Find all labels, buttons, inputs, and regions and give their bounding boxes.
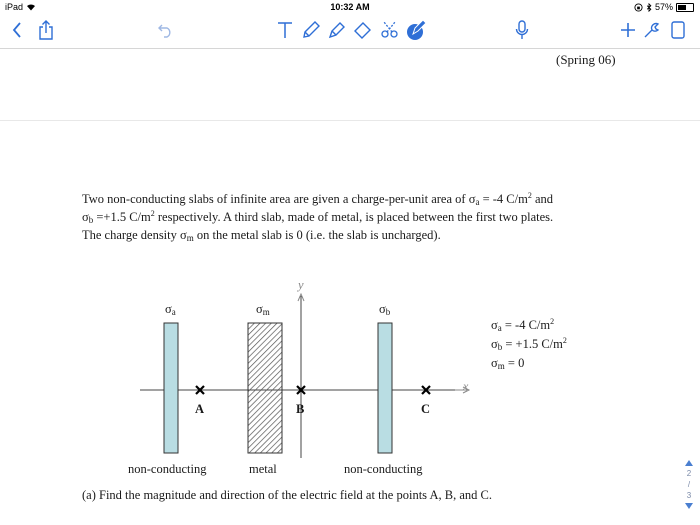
text-tool-icon[interactable] <box>274 18 296 42</box>
pen-icon[interactable] <box>300 18 322 42</box>
page-down-icon[interactable] <box>685 503 693 509</box>
slab-metal <box>248 323 282 453</box>
axis-x-label: x <box>463 379 469 393</box>
page-indicator <box>683 460 695 509</box>
point-b-marker <box>297 386 305 394</box>
page-total: 3 <box>686 491 692 500</box>
undo-icon[interactable] <box>155 18 177 42</box>
slab-a <box>164 323 178 453</box>
point-b-label: B <box>296 402 305 416</box>
page-current: 2 <box>686 469 692 478</box>
page-separator: / <box>687 480 691 489</box>
point-a-marker <box>196 386 204 394</box>
bluetooth-icon <box>646 3 652 12</box>
caption-metal: metal <box>249 462 277 476</box>
slab-m-label: $\sigma_m$ <box>256 302 270 317</box>
slab-a-label: $\sigma_a$ <box>165 302 176 317</box>
highlighter-icon[interactable] <box>326 18 348 42</box>
toolbar <box>0 14 700 49</box>
caption-non-conducting-left: non-conducting <box>128 462 207 476</box>
question-a: (a) Find the magnitude and direction of the electric field at the points A, B, and C. <box>82 488 492 502</box>
orientation-lock-icon <box>634 3 643 12</box>
problem-statement: Two non-conducting slabs of infinite area are given a charge-per-unit area of $\sigma_a = -4$ $C/m^2$ and $\sigma_b =+1.5$ $C/m^2$ respectively. A third slab, made of metal, is placed between the first two plates. The charge density $\sigma_m$ on the metal slab is 0 (i.e. the slab is uncharged). <box>82 191 554 243</box>
wrench-icon[interactable] <box>642 18 662 42</box>
y-axis-arrow <box>298 294 304 301</box>
page-up-icon[interactable] <box>685 460 693 466</box>
status-device: iPad <box>5 2 36 12</box>
caption-non-conducting-right: non-conducting <box>344 462 423 476</box>
slab-b <box>378 323 392 453</box>
page-divider <box>0 120 700 121</box>
point-c-label: C <box>421 402 431 416</box>
battery-icon <box>676 3 694 12</box>
equation-sigma-b: $\sigma_b = +1.5$ $C/m^2$ <box>491 336 567 352</box>
equation-sigma-m: $\sigma_m = 0$ <box>491 356 525 371</box>
point-a-label: A <box>195 402 205 416</box>
eraser-icon[interactable] <box>352 18 374 42</box>
equation-sigma-a: $\sigma_a = -4$ $C/m^2$ <box>491 317 555 333</box>
axis-y-label: y <box>298 278 304 292</box>
color-pen-icon[interactable] <box>402 18 428 42</box>
microphone-icon[interactable] <box>512 18 532 42</box>
status-time: 10:32 AM <box>330 2 370 12</box>
page-note: (Spring 06) <box>556 52 616 67</box>
battery-percent: 57% <box>654 2 673 12</box>
share-icon[interactable] <box>36 18 56 42</box>
slab-b-label: $\sigma_b$ <box>379 302 391 317</box>
back-chevron-icon[interactable] <box>8 18 26 42</box>
status-right <box>634 2 694 12</box>
status-bar <box>0 0 700 14</box>
page-icon[interactable] <box>668 18 688 42</box>
add-icon[interactable] <box>618 18 638 42</box>
point-c-marker <box>422 386 430 394</box>
lasso-icon[interactable] <box>378 18 402 42</box>
